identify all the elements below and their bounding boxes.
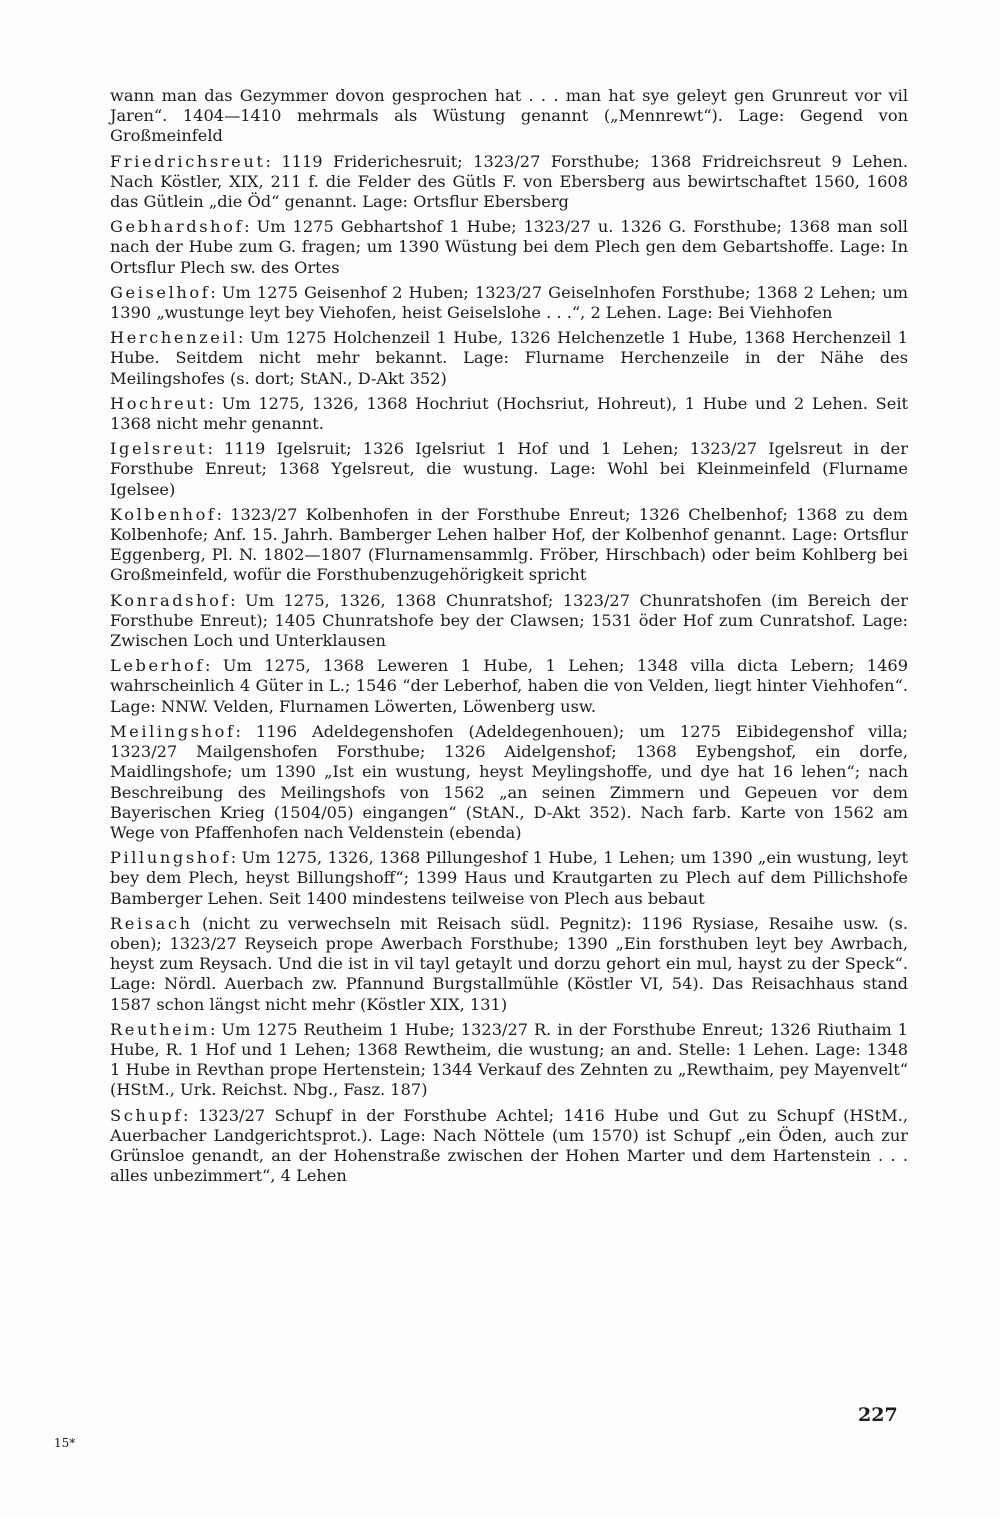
entry-text: : Um 1275 Geisenhof 2 Huben; 1323/27 Geiselnhofen Forsthube; 1368 2 Lehen; um 1390 „wustunge leyt bey Viehofen, heist Geiselslohe . . .“, 2 Lehen. Lage: Bei Viehhofen xyxy=(110,282,908,323)
entry-head: Reutheim xyxy=(110,1019,211,1039)
entry-head: Friedrichsreut xyxy=(110,151,266,171)
entry-geiselhof xyxy=(110,283,908,323)
entry-herchenzeil xyxy=(110,328,908,389)
entry-igelsreut xyxy=(110,439,908,500)
entry-head: Hochreut xyxy=(110,393,209,413)
entry-text: : Um 1275, 1326, 1368 Chunratshof; 1323/27 Chunratshofen (im Bereich der Forsthube Enreut); 1405 Chunratshofe bey der Clawsen; 1531 öder Hof zum Cunratshof. Lage: Zwischen Loch und Unterklausen xyxy=(110,590,908,651)
entry-konradshof xyxy=(110,591,908,652)
entry-head: Konradshof xyxy=(110,590,231,610)
entry-head: Gebhardshof xyxy=(110,217,245,237)
entry-pillungshof xyxy=(110,848,908,909)
entry-leberhof xyxy=(110,656,908,717)
intro-paragraph: wann man das Gezymmer dovon gesprochen hat . . . man hat sye geleyt gen Grunreut vor vil Jaren“. 1404—1410 mehrmals als Wüstung genannt („Mennrewt“). Lage: Gegend von Großmeinfeld xyxy=(110,86,908,146)
entry-text: : Um 1275 Holchenzeil 1 Hube, 1326 Helchenzetle 1 Hube, 1368 Herchenzeil 1 Hube. Seitdem nicht mehr bekannt. Lage: Flurname Herchenzeile in der Nähe des Meilingshofes (s. dort; StAN., D-Akt 352) xyxy=(110,328,908,388)
entry-head: Herchenzeil xyxy=(110,328,238,348)
page-body xyxy=(110,86,908,1191)
entry-head: Geiselhof xyxy=(110,282,211,302)
entry-head: Kolbenhof xyxy=(110,504,217,524)
sheet-signature: 15* xyxy=(54,1436,76,1450)
entry-text: : Um 1275 Reutheim 1 Hube; 1323/27 R. in der Forsthube Enreut; 1326 Riuthaim 1 Hube, R. 1 Hof und 1 Lehen; 1368 Rewtheim, die wustung; an and. Stelle: 1 Lehen. Lage: 1348 1 Hube in Revthan prope Hertenstein; 1344 Verkauf des Zehnten zu „Rewthaim, pey Mayenvelt“ (HStM., Urk. Reichst. Nbg., Fasz. 187) xyxy=(110,1019,908,1100)
entry-reutheim xyxy=(110,1020,908,1101)
entry-head: Leberhof xyxy=(110,656,205,676)
entry-hochreut xyxy=(110,394,908,434)
entry-reisach xyxy=(110,914,908,1015)
entry-head: Reisach xyxy=(110,913,193,933)
entry-friedrichsreut xyxy=(110,152,908,213)
entry-text: : 1196 Adeldegenshofen (Adeldegenhouen); um 1275 Eibidegenshof villa; 1323/27 Mailgenshofen Forsthube; 1326 Aidelgenshof; 1368 Eybengshof, ein dorfe, Maidlingshofe; um 1390 „Ist ein wustung, heyst Meylingshoffe, und dye hat 16 lehen“; nach Beschreibung des Meilingshofs von 1562 „an seinen Zimmern und Gepeuen vor dem Bayerischen Krieg (1504/05) eingangen“ (StAN., D-Akt 352). Nach farb. Karte von 1562 am Wege von Pfaffenhofen nach Veldenstein (ebenda) xyxy=(110,721,908,842)
entry-text: : Um 1275 Gebhartshof 1 Hube; 1323/27 u. 1326 G. Forsthube; 1368 man soll nach der Hube zum G. fragen; um 1390 Wüstung bei dem Plech gen dem Gebartshoffe. Lage: In Ortsflur Plech sw. des Ortes xyxy=(110,217,908,277)
entry-kolbenhof xyxy=(110,505,908,586)
entry-schupf xyxy=(110,1106,908,1187)
entry-meilingshof xyxy=(110,722,908,843)
entry-head: Igelsreut xyxy=(110,439,208,459)
entry-head: Pillungshof xyxy=(110,848,231,868)
entry-text: : 1323/27 Kolbenhofen in der Forsthube Enreut; 1326 Chelbenhof; 1368 zu dem Kolbenhofe; Anf. 15. Jahrh. Bamberger Lehen halber Hof, der Kolbenhof genannt. Lage: Ortsflur Eggenberg, Pl. N. 1802—1807 (Flurnamensammlg. Fröber, Hirschbach) oder beim Kohlberg bei Großmeinfeld, wofür die Forsthubenzugehörigkeit spricht xyxy=(110,504,908,585)
entry-gebhardshof xyxy=(110,217,908,278)
entry-text: : Um 1275, 1326, 1368 Hochriut (Hochsriut, Hohreut), 1 Hube und 2 Lehen. Seit 1368 nicht mehr genannt. xyxy=(110,393,908,434)
entry-head: Schupf xyxy=(110,1105,183,1125)
entry-text: : 1119 Igelsruit; 1326 Igelsriut 1 Hof und 1 Lehen; 1323/27 Igelsreut in der Forsthube Enreut; 1368 Ygelsreut, die wustung. Lage: Wohl bei Kleinmeinfeld (Flurname Igelsee) xyxy=(110,439,908,499)
entry-text: : Um 1275, 1326, 1368 Pillungeshof 1 Hube, 1 Lehen; um 1390 „ein wustung, leyt bey dem Plech, heyst Billungshoff“; 1399 Haus und Krautgarten zu Plech auf dem Pillichshofe Bamberger Lehen. Seit 1400 mindestens teilweise von Plech aus bebaut xyxy=(110,848,908,908)
entry-text: (nicht zu verwechseln mit Reisach südl. Pegnitz): 1196 Rysiase, Resaihe usw. (s. oben); 1323/27 Reyseich prope Awerbach Forsthube; 1390 „Ein forsthuben leyt bey Awrbach, heyst zum Reysach. Und die ist in vil tayl getaylt und dorzu gehort ein mul, hayst zu der Speck“. Lage: Nördl. Auerbach zw. Pfannund Burgstallmühle (Köstler VI, 54). Das Reisachhaus stand 1587 schon längst nicht mehr (Köstler XIX, 131) xyxy=(110,913,908,1014)
entry-text: : Um 1275, 1368 Leweren 1 Hube, 1 Lehen; 1348 villa dicta Lebern; 1469 wahrscheinlich 4 Güter in L.; 1546 “der Leberhof, haben die von Velden, liegt hinter Viehhofen“. Lage: NNW. Velden, Flurnamen Löwerten, Löwenberg usw. xyxy=(110,656,908,716)
entry-text: : 1323/27 Schupf in der Forsthube Achtel; 1416 Hube und Gut zu Schupf (HStM., Auerbacher Landgerichtsprot.). Lage: Nach Nöttele (um 1570) ist Schupf „ein Öden, auch zur Grünsloe genandt, an der Hohenstraße zwischen der Hohen Marter und dem Hartenstein . . . alles unbezimmert“, 4 Lehen xyxy=(110,1105,908,1186)
page-number: 227 xyxy=(858,1404,898,1426)
entry-head: Meilingshof xyxy=(110,721,236,741)
entry-text: : 1119 Friderichesruit; 1323/27 Forsthube; 1368 Fridreichsreut 9 Lehen. Nach Köstler, XIX, 211 f. die Felder des Gütls F. von Ebersberg aus bewirtschaftet 1560, 1608 das Gütlein „die Öd“ genannt. Lage: Ortsflur Ebersberg xyxy=(110,151,908,212)
